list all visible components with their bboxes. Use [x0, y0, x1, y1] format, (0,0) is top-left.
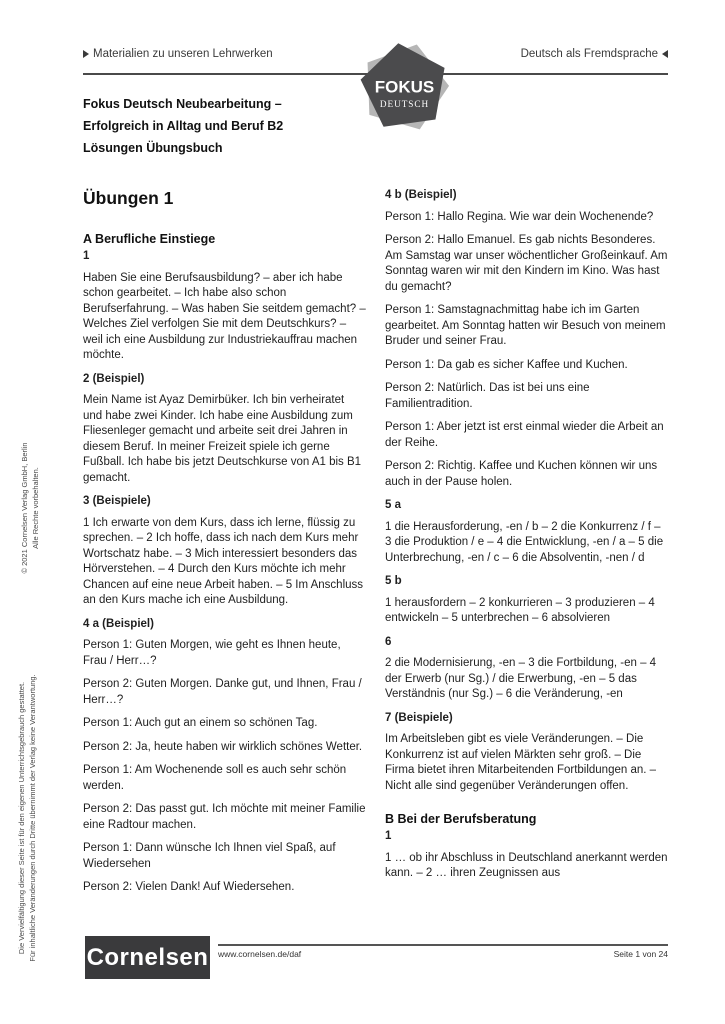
header-right	[521, 48, 668, 60]
paragraph: Person 2: Hallo Emanuel. Es gab nichts Besonderes. Am Samstag war unser wöchentlicher Großeinkauf. Am Sonntag waren wir mit den Kindern im Kino. Was hast du gemacht?	[385, 234, 668, 293]
title-block	[83, 93, 283, 159]
paragraph: Person 1: Am Wochenende soll es auch sehr schön werden.	[83, 764, 347, 792]
label-heading: 1	[385, 830, 392, 842]
title-line-2: Erfolgreich in Alltag und Beruf B2	[83, 119, 284, 133]
logo-subtitle: DEUTSCH	[379, 98, 430, 109]
label-heading: 5 b	[385, 575, 402, 587]
paragraph: Person 2: Natürlich. Das ist bei uns eine Familientradition.	[385, 382, 590, 410]
cornelsen-logo-text: Cornelsen	[86, 943, 209, 971]
paragraph: Person 1: Hallo Regina. Wie war dein Wochenende?	[385, 210, 654, 223]
header-right-label: Deutsch als Fremdsprache	[520, 48, 658, 60]
cornelsen-logo	[85, 936, 210, 979]
fokus-deutsch-logo	[356, 36, 453, 133]
paragraph: Person 1: Guten Morgen, wie geht es Ihnen heute, Frau / Herr…?	[83, 639, 341, 667]
logo-title: FOKUS	[374, 77, 435, 97]
label-heading: 4 b (Beispiel)	[385, 189, 457, 201]
title-line-1: Fokus Deutsch Neubearbeitung –	[83, 97, 282, 111]
paragraph: Haben Sie eine Berufsausbildung? – aber ich habe schon gearbeitet. – Ich habe also schon Berufserfahrung. – Was haben Sie seitdem gemacht? – Welches Ziel verfolgen Sie mit dem Deutschkurs? – weil ich eine Ausbildung zur Industriekauffrau machen möchte.	[83, 271, 366, 361]
paragraph: Mein Name ist Ayaz Demirbüker. Ich bin verheiratet und habe zwei Kinder. Ich habe eine Ausbildung zum Fliesenleger gemacht und arbeite seit drei Jahren in diesem Beruf. In meiner Freizeit spiele ich gerne Fußball. Ich habe bis jetzt Deutschkurse von A1 bis B1 gemacht.	[83, 394, 362, 484]
paragraph: 1 Ich erwarte von dem Kurs, dass ich lerne, flüssig zu sprechen. – 2 Ich hoffe, dass ich nach dem Kurs mehr Wortschatz habe. – 3 Mich interessiert besonders das Hörverstehen. – 4 Durch den Kurs möchte ich mehr Chancen auf eine neue Arbeit haben. – 5 Im Anschluss an den Kurs mache ich eine Ausbildung.	[83, 516, 364, 606]
h2-heading: A Berufliche Einstiege	[83, 232, 216, 246]
label-heading: 5 a	[385, 499, 401, 511]
footer-url: www.cornelsen.de/daf	[218, 949, 302, 959]
paragraph: 1 … ob ihr Abschluss in Deutschland anerkannt werden kann. – 2 … ihren Zeugnissen aus	[385, 851, 668, 879]
paragraph: Person 1: Samstagnachmittag habe ich im Garten gearbeitet. Am Sonntag hatten wir Besuch von meinem Bruder und seiner Frau.	[385, 304, 666, 347]
pentagon-icon	[356, 36, 453, 133]
paragraph: 2 die Modernisierung, -en – 3 die Fortbildung, -en – 4 der Erwerb (nur Sg.) / die Erwerbung, -en – 5 das Verständnis (nur Sg.) – 6 die Veränderung, -en	[385, 657, 657, 700]
paragraph: 1 herausfordern – 2 konkurrieren – 3 produzieren – 4 entwickeln – 5 unterbrechen – 6 absolvieren	[385, 596, 655, 624]
paragraph: 1 die Herausforderung, -en / b – 2 die Konkurrenz / f – 3 die Produktion / e – 4 die Entwicklung, -en / a – 5 die Unterbrechung, -en / c – 6 die Absolventin, -nen / d	[385, 520, 664, 564]
sidebar-notice-line-2: Für inhaltliche Veränderungen durch Dritte übernimmt der Verlag keine Verantwortung.	[28, 674, 37, 962]
label-heading: 1	[83, 250, 90, 262]
h2-heading: B Bei der Berufsberatung	[385, 812, 537, 826]
right-column	[385, 188, 669, 890]
footer-rule	[218, 944, 668, 946]
h1-heading: Übungen 1	[83, 188, 174, 208]
footer-page-number: Seite 1 von 24	[613, 949, 668, 959]
paragraph: Person 2: Ja, heute haben wir wirklich schönes Wetter.	[83, 740, 363, 753]
sidebar-copyright-line-2: Alle Rechte vorbehalten.	[31, 467, 40, 549]
sidebar-notice-line-1: Die Vervielfältigung dieser Seite ist für den eigenen Unterrichtsgebrauch gestattet.	[17, 681, 26, 955]
paragraph: Person 1: Aber jetzt ist erst einmal wieder die Arbeit an der Reihe.	[385, 421, 664, 449]
left-column	[83, 188, 366, 904]
title-line-3: Lösungen Übungsbuch	[83, 141, 223, 155]
label-heading: 2 (Beispiel)	[83, 372, 145, 385]
paragraph: Person 2: Das passt gut. Ich möchte mit meiner Familie eine Radtour machen.	[83, 803, 366, 831]
sidebar-copyright-line-1: © 2021 Cornelsen Verlag GmbH, Berlin	[20, 442, 29, 574]
label-heading: 4 a (Beispiel)	[83, 617, 154, 630]
paragraph: Person 2: Richtig. Kaffee und Kuchen können wir uns auch in der Pause holen.	[385, 460, 658, 488]
label-heading: 7 (Beispiele)	[385, 711, 453, 724]
paragraph: Person 2: Guten Morgen. Danke gut, und Ihnen, Frau / Herr…?	[83, 678, 362, 706]
label-heading: 6	[385, 635, 392, 648]
paragraph: Person 1: Auch gut an einem so schönen Tag.	[83, 717, 318, 729]
header-left-label: Materialien zu unseren Lehrwerken	[93, 48, 273, 60]
paragraph: Im Arbeitsleben gibt es viele Veränderungen. – Die Konkurrenz ist auf vielen Märkten sehr groß. – Die Firma bietet ihren Mitarbeitenden Fortbildungen an. – Nicht alle sind gegenüber Veränderungen offen.	[385, 733, 657, 792]
arrow-right-icon	[83, 50, 89, 58]
paragraph: Person 1: Dann wünsche Ich Ihnen viel Spaß, auf Wiedersehen	[83, 842, 336, 870]
label-heading: 3 (Beispiele)	[83, 495, 151, 507]
header-left	[83, 48, 273, 60]
sidebar-notice	[16, 653, 38, 983]
sidebar-copyright	[19, 423, 41, 593]
paragraph: Person 2: Vielen Dank! Auf Wiedersehen.	[83, 881, 295, 893]
paragraph: Person 1: Da gab es sicher Kaffee und Kuchen.	[385, 358, 628, 371]
arrow-left-icon	[662, 50, 668, 58]
